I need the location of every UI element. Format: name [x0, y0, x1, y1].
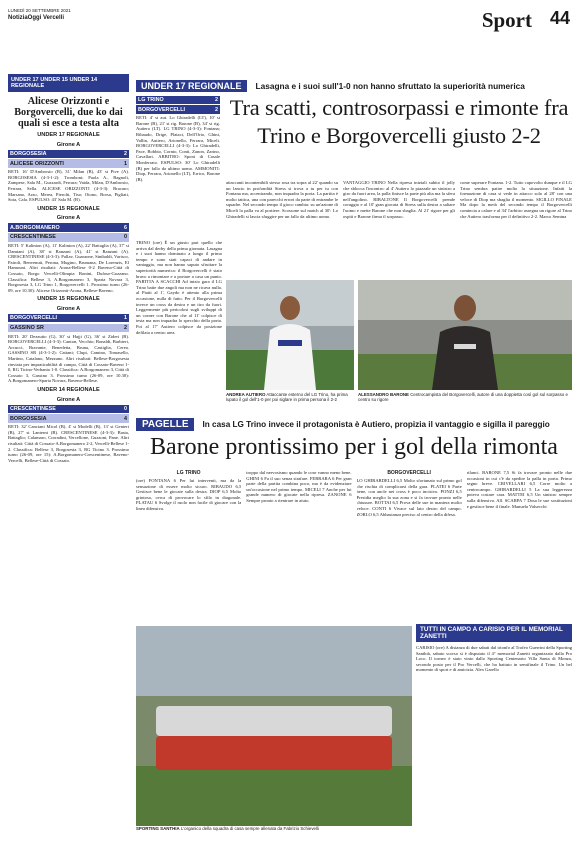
score-row: CRESCENTINESE 0 — [10, 234, 127, 241]
ratings-headline: Barone prontissimo per i gol della rimonta — [150, 434, 558, 460]
team-photo — [136, 626, 412, 832]
section-title: Sport — [481, 8, 532, 32]
u15-title: UNDER 15 REGIONALE — [37, 205, 100, 212]
kicker-text: Lasagna e i suoi sull'1-0 non hanno sfruttato la superiorità numerica — [255, 81, 525, 91]
ratings-column: troppo dal nervosismo quando le cose vanno meno bene. GHINI 6 Fa il suo senza strafare. FERRARA 6 Per gran parte della partita combina poco, ma è da evidenziare un'occasione nel primo tempo. MICELI 7 Anche per lui grande numero di giocate nella ripresa. ZANONE 6 Sempre pronto a rientrare in aiuto. — [246, 470, 352, 503]
u15b-title: UNDER 15 REGIONALE — [37, 296, 100, 303]
score-row: CRESCENTINESE 0 — [10, 405, 127, 412]
match-report: RETI: 5' Kalinion (A), 11' Kalinion (A), 22' Battaglia (A), 37' st Damiani (A), 38' st Ranzani (A), 41' st Ranzani (A). CRESCENTINESE (4-3-3): Pallav, Guaraone, Sinibaldi, Varisco, Pairoli, Benvenuti, Perona, Mugino, Brumana, De Lorenzis, El Hamouni. Altri risultati: Arona-Bellese 0-2 Baveno-Città di Cossato, Borgo Vercelli-Olimpia Bonini, Dufour-Gozzano. Classifica: Bellese 3, A.Borgomanero 3, Sparta Novara 3, Borgosesia 3, LG Trino 1, Borgovercelli 1. Prossimo turno (26-09, ore 10.30): Alicese Orizzonti-Arona, Bellese-Baveno. — [8, 243, 129, 293]
u17-group: Girone A — [56, 141, 81, 148]
main-headline: Tra scatti, controsorpassi e rimonte fra Trino e Borgovercelli giusto 2-2 — [229, 95, 569, 148]
page-header — [8, 6, 572, 46]
team-name: BORGOVERCELLI — [387, 470, 431, 476]
u17-title: UNDER 17 REGIONALE — [37, 132, 100, 138]
article-kicker — [136, 76, 572, 91]
memorial-article — [416, 624, 572, 836]
ratings-column: rilanci. BARONE 7,5 Si fa trovare pronto nelle due occasioni in cui c'è da spedire la palla in porta. Primo segno breve. CRIVELLARI 6,5 Corre molto a centrocampo. GHIRARDELLI 5 La sua leggerezza poteva costare cara. MATTEI 6,5 Un sinistro sempre sulla difensiva. All. SCARPA 7 Dosa le sue sostituzioni e gestisce bene il finale. Manuela Valsecchi — [466, 470, 572, 509]
player-photo-autiero — [226, 280, 354, 390]
team-photo-caption: SPORTING SANTHIA L'organico della squadra di casa sempre allenata da Fabrizio Schievelli — [136, 826, 319, 831]
left-section-bar: UNDER 17 UNDER 15 UNDER 14 REGIONALE — [8, 74, 129, 92]
article-body — [226, 180, 572, 240]
photo-caption: ANDREA AUTIERO Attaccante esterno del LG Trino, ha prima lupato il gol dell'1-0 per poi siglare in prima persona il 2-2 — [226, 392, 348, 403]
team-name: LG TRINO — [176, 470, 201, 476]
article-column: TRINO (ore) È un giusto pari quello che arriva dal derby della prima giornata. Lasagna e i suoi hanno dominato a lungo il primo tempo e sono stati capaci di andare in vantaggio, ma non hanno saputo sfruttare la superiorità numerica: il Borgovercelli è stato bravo a rimontare e a portare a casa un punto. PARTITA A SCACCHI Ad inizio gara il LG Trino batte due angoli ma non ne ricava nulla. al Piatti al 1', Gaydo è attento alla prima occasione, nulla di fatto. Per il Borgovercelli invece un cross da destra e un tiro da fuori. Leggermente più pericolosi sugli sviluppi di un corner con Barone che al 11' colpisce di testa ma non inquadra lo specchio della porta. Poi al 17' Autiero colpisce da posizione defilata a centro area. — [136, 240, 222, 335]
article-column: attaccanti incontenibili stesso rosa tra sopra al 22' quando su un lancio in profondità Stress si trova a tu per tu con Fontana ma, accentrando, non inquadra la porta. La partita è molto tattica, una con parecchi errori da parte di entrambe le squadre. Nel secondo tempo il gioco cambia: su un'azione di Miceli la palla va al portiere. Scossone sul match al 30': Lo Ghiradelli si lascia sfuggire per un fallo da ultimo uomo. — [226, 180, 338, 219]
u14-group: Girone A — [56, 396, 81, 403]
article-column: VANTAGGIO TRINO Nella ripresa iniziali subito il jolly che sblocca l'incontro: al 4' Autiero lo piazzale un sinistro a giro da fuori area, la palla finisce la parte più alta ma la sfera nell'angolino. RIBALTONE Il Borgovercelli prende coraggio e al 10' gran giocata di Stress sulla destra a saltare l'uomo e mette Barone che non sbaglia. Al 21' rigore per gli ospiti e Barone firma il sorpasso. — [343, 180, 455, 219]
player-photo-barone — [358, 280, 572, 390]
page-number: 44 — [549, 8, 570, 28]
match-box-text: RETI: 4' st aut. Lo Ghiradelli (LT), 10' st Barone (B), 21' st rig. Barone (B), 34' st rig. Autiero (LT). LG TRINO (4-3-3): Fontana; Ribaudo, Drige, Plataci, Dell'Orto, Ghini, Vallin, Autiero, Arionello, Ferrara, Miceli. BORGOVERCELLI (4-3-3): Lo Ghiradelli, Pace, Bobbio, Cornio, Conti, Zanon, Zarino, Cavallari. ARBITRO: Sponi di Casale Monferrato. ESPULSO: 30' Lo Ghiradelli (B) per fallo da ultimo uomo. AMMONITI: Diop, Ferrara, Arionello (LT), Errico, Barone (B). — [136, 115, 220, 182]
ratings-body — [136, 470, 572, 590]
score-row: BORGOSESIA 2 — [10, 150, 127, 157]
left-column — [8, 74, 129, 834]
ratings-banner — [136, 414, 572, 428]
score-row: BORGOVERCELLI 1 — [10, 315, 127, 322]
ratings-kicker: In casa LG Trino invece il protagonista è Autiero, propizia il vantaggio e sigilla il pareggio — [202, 420, 550, 429]
memorial-title: TUTTI IN CAMPO A CARISIO PER IL MEMORIAL ZANETTI — [416, 624, 572, 642]
ratings-column: LG TRINO (ore) FONTANA 6 Per lui interventi, ma da la sensazione di essere molto sicuro. RIBAUDO 6,5 Gestisce bene le giocate sulla destra. DIOP 6,5 Molto grintoso, cerca di provocare lo sfilo in diagonale. PLATAU 6 Svolge il ruolo non facile di giocare con la linea difensiva. — [136, 470, 242, 511]
score-row: BORGOVERCELLI 2 — [138, 106, 218, 113]
article-column: come superare Fontana. 1-2. Tutto capovolto dunque e il LG Trino sembra patire molto la situazione. Infatti la formazione di casa si vede in attacco solo al 28' con una veloce di Diop ma sbaglia il momento. SIGILLO FINALE Ma dopo la metà del secondo tempo il Borgovercelli comincia a calare e al 34' l'arbitro assegna un rigore al Trino che Autiero trasforma per il definitivo 2-2. Marco Semina — [460, 180, 572, 219]
score-row: ALICESE ORIZZONTI 1 — [10, 160, 127, 167]
match-report: RETI: 32' Canciani Micol (B), 4' st Modelli (B), 13' st Genieri (B), 27' st Lanterni (B). CRESCENTINESE (4-3-3): Basta, Battaglio; Calamaro, Corradini, Vercellone, Guzzoni, Pane. Altri risultati: Città di Cossato-A.Borgomanero 2-2, Vercelli-Bellese 1-2. Classifica: Bellese 3, Borgosesia 3, RG Ticino 3. Prossimo turno (26-09, ore 15): A.Borgomanero-Crescentinese, Baveno-Vercelli, Bellese-Città di Cossato. — [8, 424, 129, 463]
score-row: LG TRINO 2 — [138, 96, 218, 103]
memorial-text: CARISIO (ore) A distanza di due sabati dal trionfo al Trofeo Guerrini della Sporting Santhià, sabato scorso si è disputato il 4° memorial Zanetti organizzato dalla Pro Loco. Il torneo è stato vinto dallo Sporting Centenario Villa Santa di Monza, secondo posto per il Pro Vercelli, che ha battuto in semifinale il Trino. Un bel momento di sport e di amicizia. Alex Garello — [416, 645, 572, 673]
u15b-group: Girone A — [56, 305, 81, 312]
newspaper-name: NotiziaOggi Vercelli — [8, 15, 65, 21]
photo-caption: ALESSANDRO BARONE Centrocampista del Borgovercelli, autore di una doppietta così gol sul sorpasso e centro su rigore — [358, 392, 568, 403]
photo-strip — [136, 240, 572, 403]
left-headline: Alicese Orizzonti e Borgovercelli, due ko dai quali si esce a testa alta — [14, 96, 123, 129]
u14-title: UNDER 14 REGIONALE — [37, 387, 100, 393]
issue-date: LUNEDÌ 20 SETTEMBRE 2021 — [8, 8, 71, 13]
ratings-column: BORGOVERCELLI LO GHIRARDELLI 6,5 Molto sfortunato sul primo gol che rischia di complicarsi della gara. PLATEI 6 Parte bene, con ancle nei cross è poco incisivo. PONZI 6,5 Presidia meglio la sua zona e si fa trovare pronto nelle chiusure. BOTTAI 6,5 Prova delle sue in maniera molto veloce. CONTI 6 Vivace sul lato destro del campo. ZORLO 6,5 Abbastanza preciso al centro della difesa. — [356, 470, 462, 517]
ratings-badge: PAGELLE — [136, 418, 194, 431]
score-row: GASSINO SR 2 — [10, 324, 127, 331]
match-report: RETI: 16' D'Ambrosio (B), 31' Milan (B), 43' st Pive (A). BORGOSESIA (4-3-1-2): Tromboni; Paola A., Bagnoli, Zampese, Sala M., Guzzardi, Ferrara; Vaida, Milan, D'Ambrosio, Ferrara, Sella. ALICESE ORIZZONTI (4-3-3): Bracaro; Marsano, Arzo, Merea, Pierolti, Tiso; Otono, Borsa, Pigliati, Sota, Cala. ESPULSO: 43' Sala M. (B). — [8, 169, 129, 203]
kicker-badge: UNDER 17 REGIONALE — [136, 80, 247, 92]
score-row: BORGOSESIA 4 — [10, 415, 127, 422]
score-row: A.BORGOMANERO 6 — [10, 224, 127, 231]
match-report: RETI: 20' Dezzutto (G), 30' st Hajji (G), 36' st Zideri (B). BORGOVERCELLI (4-3-3): Canton, Vecchio; Bonaldi, Barbieri, Arcucci, Bravante, Benedetta, Bruna, Castiglia, Cerea. GASSINO SR (4-3-1-2): Cattani; Clupi, Camino, Tomasello, Martino, Catalano, Mezzano. Altri risultati: Bellese-Borgosesia rinviata per impraticabilità di campo, Città di Cossato-Baveno 1-0, RG Ticino-Verbania 1-0. Classifica: A.Borgomanero 3, Città di Cossato 3, Gassino 3. Prossimo turno (26-09, ore 10.30): A.Borgomanero-Sparta Novara, Baveno-Bellese. — [8, 333, 129, 384]
u15-group: Girone A — [56, 215, 81, 222]
